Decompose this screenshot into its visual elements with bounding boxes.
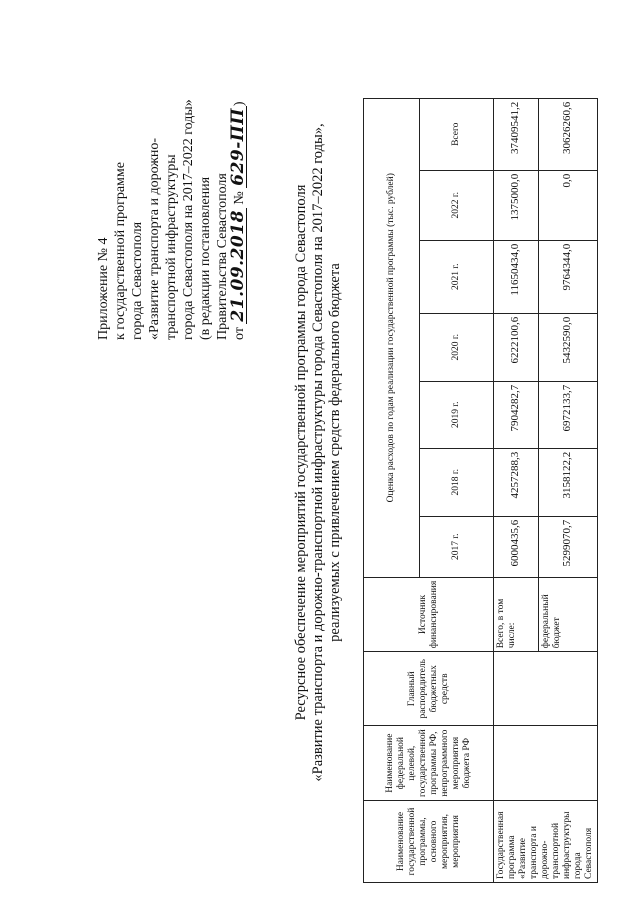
appendix-line: города Севастополя на 2017–2022 годы» xyxy=(181,99,196,340)
value-cell: 37409541,2 xyxy=(494,98,539,170)
header-program-name: Наименование государственной программы, основного мероприятия, мероприятия xyxy=(364,801,494,883)
value-cell: 1375000,0 xyxy=(494,170,539,240)
header-budget-manager: Главный распорядитель бюджетных средств xyxy=(364,652,494,726)
value-cell: 7904282,7 xyxy=(494,381,539,448)
value-cell: 9764344,0 xyxy=(538,240,597,313)
value-cell: 3158122,2 xyxy=(538,448,597,516)
value-cell: 11650434,0 xyxy=(494,240,539,313)
value-cell: 5299070,7 xyxy=(538,516,597,577)
title-line-1: Ресурсное обеспечение мероприятий государственной программы города Севастополя xyxy=(293,184,309,721)
header-total: Всего xyxy=(420,98,494,170)
appendix-line: транспортной инфраструктуры xyxy=(164,154,179,340)
appendix-line: Приложение № 4 xyxy=(96,237,111,340)
value-cell: 6972133,7 xyxy=(538,381,597,448)
appendix-line: (в редакции постановления xyxy=(198,176,213,340)
handwritten-date: 21.09.2018 xyxy=(228,210,248,322)
appendix-line: города Севастополя xyxy=(130,221,145,340)
resource-table xyxy=(363,98,598,883)
header-funding-source: Источник финансирования xyxy=(364,577,494,652)
date-prefix: от xyxy=(232,327,247,340)
value-cell: 30626260,6 xyxy=(538,98,597,170)
program-name-cell: Государственная программа «Развитие транспорта и дорожно-транспортной инфраструктуры города Севастополя xyxy=(494,801,598,883)
empty-cell xyxy=(494,652,598,726)
header-federal-program: Наименование федеральной целевой, государственной программы РФ, непрограммного мероприятия бюджета РФ xyxy=(364,726,494,801)
appendix-line: «Развитие транспорта и дорожно- xyxy=(147,137,162,340)
value-cell: 4257288,3 xyxy=(494,448,539,516)
source-cell: Всего, в том числе: xyxy=(494,577,539,652)
title-line-3: реализуемых с привлечением средств федерального бюджета xyxy=(327,263,343,642)
header-year: 2017 г. xyxy=(420,516,494,577)
value-cell: 6000435,6 xyxy=(494,516,539,577)
document-title xyxy=(293,0,344,905)
header-expense-group: Оценка расходов по годам реализации государственной программы (тыс. рублей) xyxy=(364,98,420,577)
handwritten-number: 629-ПП xyxy=(228,108,248,186)
appendix-date-line: от 21.09.2018 № 629-ПП) xyxy=(228,101,248,340)
source-cell: федеральный бюджет xyxy=(538,577,597,652)
table-row xyxy=(494,98,539,882)
value-cell: 5432590,0 xyxy=(538,313,597,381)
header-year: 2021 г. xyxy=(420,240,494,313)
appendix-block xyxy=(95,10,248,340)
number-prefix: № xyxy=(232,191,247,205)
header-year: 2019 г. xyxy=(420,381,494,448)
value-cell: 0,0 xyxy=(538,170,597,240)
header-year: 2018 г. xyxy=(420,448,494,516)
empty-cell xyxy=(494,726,598,801)
header-year: 2022 г. xyxy=(420,170,494,240)
appendix-line: Правительства Севастополя xyxy=(215,173,230,340)
title-line-2: «Развитие транспорта и дорожно-транспортной инфраструктуры города Севастополя на 2017–2022 годы», xyxy=(310,123,326,782)
value-cell: 6222100,6 xyxy=(494,313,539,381)
appendix-line: к государственной программе xyxy=(113,162,128,340)
header-year: 2020 г. xyxy=(420,313,494,381)
